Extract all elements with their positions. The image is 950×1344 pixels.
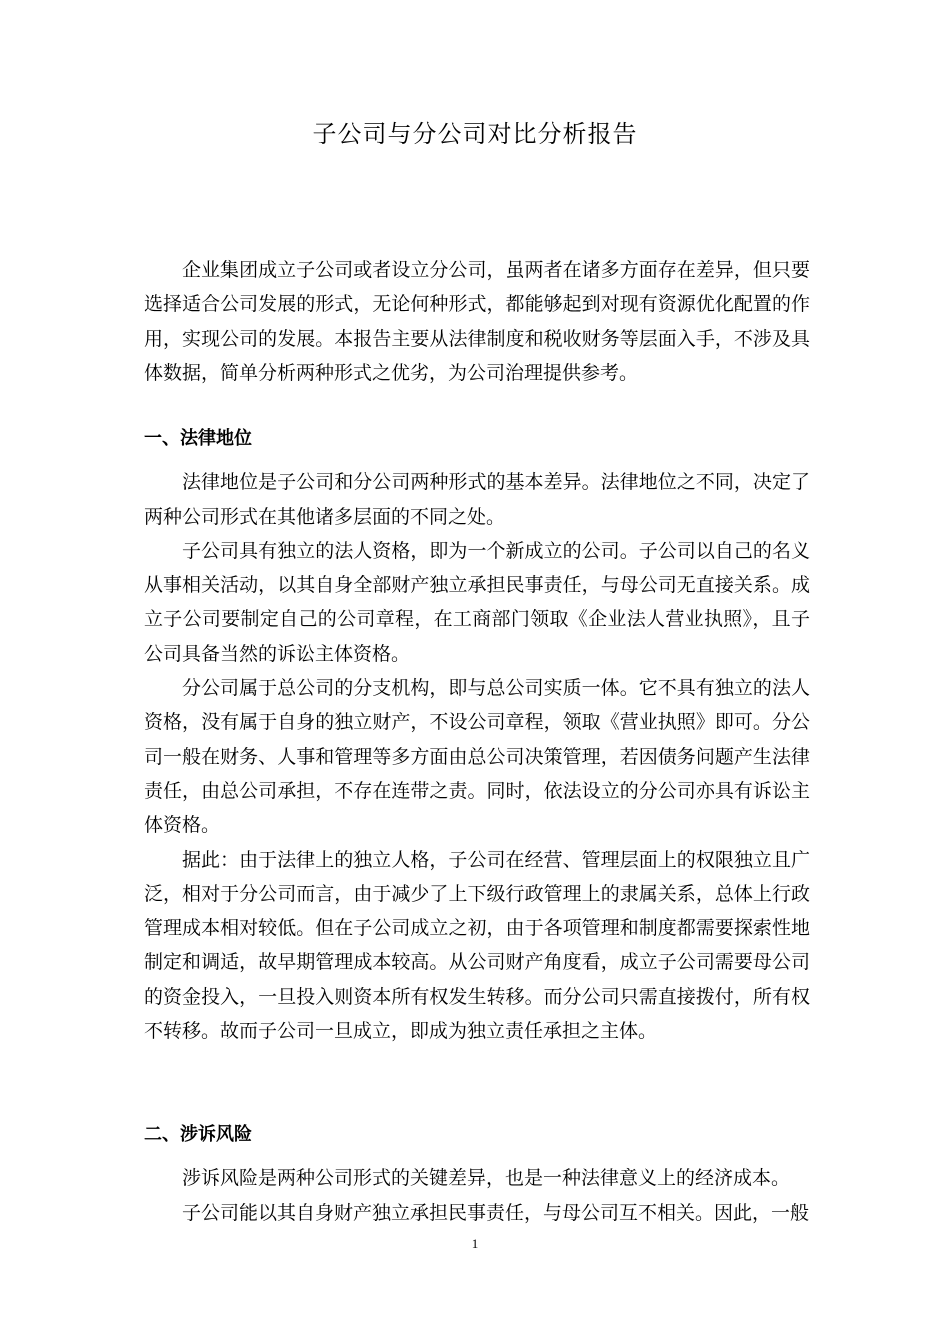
paragraph: 分公司属于总公司的分支机构，即与总公司实质一体。它不具有独立的法人资格，没有属于自身的独立财产，不设公司章程，领取《营业执照》即可。分公司一般在财务、人事和管理等多方面由总公司决策管理，若因债务问题产生法律责任，由总公司承担，不存在连带之责。同时，依法设立的分公司亦具有诉讼主体资格。 <box>144 677 810 837</box>
paragraph: 子公司能以其自身财产独立承担民事责任，与母公司互不相关。因此，一般 <box>182 1201 810 1224</box>
page-number: 1 <box>471 1236 479 1251</box>
paragraph: 涉诉风险是两种公司形式的关键差异，也是一种法律意义上的经济成本。 <box>182 1167 791 1190</box>
paragraph: 据此：由于法律上的独立人格，子公司在经营、管理层面上的权限独立且广泛，相对于分公司而言，由于减少了上下级行政管理上的隶属关系，总体上行政管理成本相对较低。但在子公司成立之初，由于各项管理和制度都需要探索性地制定和调适，故早期管理成本较高。从公司财产角度看，成立子公司需要母公司的资金投入，一旦投入则资本所有权发生转移。而分公司只需直接拨付，所有权不转移。故而子公司一旦成立，即成为独立责任承担之主体。 <box>144 848 810 1043</box>
document-title: 子公司与分公司对比分析报告 <box>312 120 638 148</box>
section-heading-legal-status: 一、法律地位 <box>144 428 252 449</box>
section-heading-litigation-risk: 二、涉诉风险 <box>144 1124 252 1145</box>
intro-block <box>144 253 810 390</box>
intro-paragraph: 企业集团成立子公司或者设立分公司，虽两者在诸多方面存在差异，但只要选择适合公司发展的形式，无论何种形式，都能够起到对现有资源优化配置的作用，实现公司的发展。本报告主要从法律制度和税收财务等层面入手，不涉及具体数据，简单分析两种形式之优劣，为公司治理提供参考。 <box>144 259 810 384</box>
section-legal-status <box>144 422 810 1048</box>
paragraph: 子公司具有独立的法人资格，即为一个新成立的公司。子公司以自己的名义从事相关活动，以其自身全部财产独立承担民事责任，与母公司无直接关系。成立子公司要制定自己的公司章程，在工商部门领取《企业法人营业执照》，且子公司具备当然的诉讼主体资格。 <box>144 539 810 665</box>
section-litigation-risk <box>144 1118 810 1230</box>
paragraph: 法律地位是子公司和分公司两种形式的基本差异。法律地位之不同，决定了两种公司形式在其他诸多层面的不同之处。 <box>144 471 810 528</box>
